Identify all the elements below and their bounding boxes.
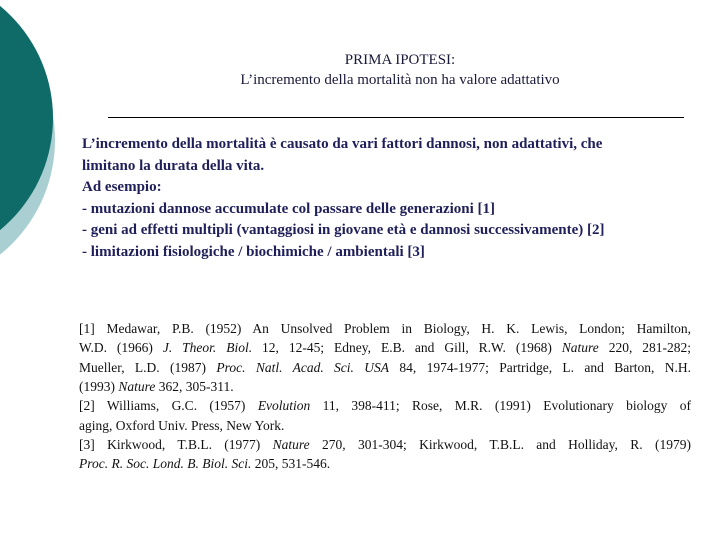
body-line: - geni ad effetti multipli (vantaggiosi in giovane età e dannosi successivamente) [2] — [82, 222, 605, 238]
body-line: - limitazioni fisiologiche / biochimiche / ambientali [3] — [82, 243, 425, 260]
reference-line: [3] Kirkwood, T.B.L. (1977) Nature 270, 301-304; Kirkwood, T.B.L. and Holliday, R. (1979) — [79, 436, 691, 452]
reference-line: aging, Oxford Univ. Press, New York. — [79, 417, 285, 433]
divider-line — [108, 117, 684, 118]
decorative-teal-circles — [0, 0, 60, 290]
reference-line: [1] Medawar, P.B. (1952) An Unsolved Problem in Biology, H. K. Lewis, London; Hamilton, — [79, 321, 691, 336]
reference-line: Proc. R. Soc. Lond. B. Biol. Sci. 205, 531-546. — [79, 456, 331, 472]
reference-line: W.D. (1966) J. Theor. Biol. 12, 12-45; Edney, E.B. and Gill, R.W. (1968) Nature 220, 281-282; — [79, 340, 692, 356]
reference-line: [2] Williams, G.C. (1957) Evolution 11, 398-411; Rose, M.R. (1991) Evolutionary biology of — [79, 398, 691, 414]
reference-line: Mueller, L.D. (1987) Proc. Natl. Acad. Sci. USA 84, 1974-1977; Partridge, L. and Barton, N.H. — [79, 359, 691, 375]
body-line: Ad esempio: — [82, 179, 162, 195]
body-line: limitano la durata della vita. — [82, 157, 265, 174]
body-line: - mutazioni dannose accumulate col passare delle generazioni [1] — [82, 200, 496, 217]
slide-subtitle: L’incremento della mortalità non ha valore adattativo — [240, 72, 560, 88]
slide-title: PRIMA IPOTESI: — [344, 52, 456, 68]
reference-line: (1993) Nature 362, 305-311. — [79, 378, 234, 394]
body-line: L’incremento della mortalità è causato da vari fattori dannosi, non adattativi, che — [82, 136, 603, 152]
